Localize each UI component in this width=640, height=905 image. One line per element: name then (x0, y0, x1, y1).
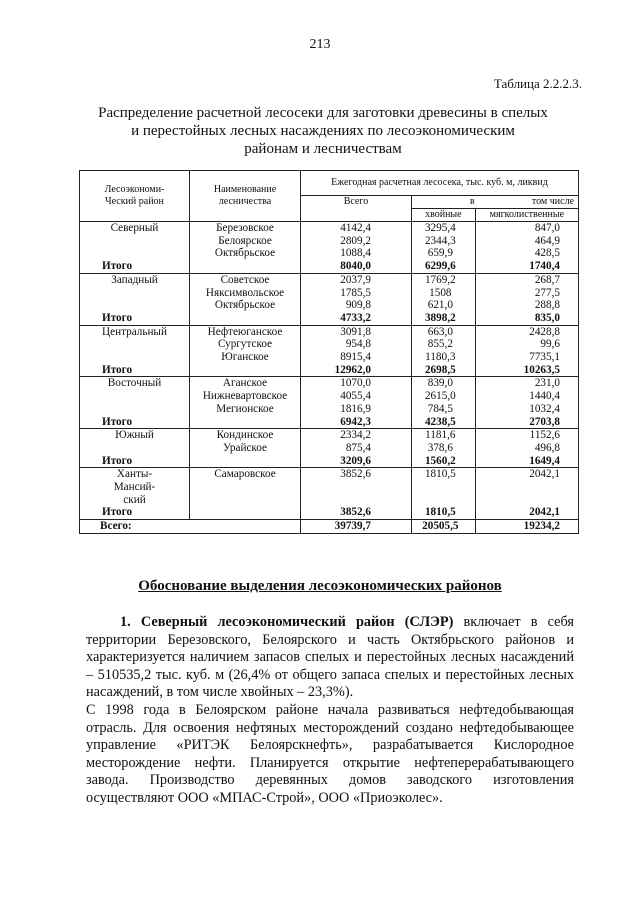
spacer (84, 235, 185, 248)
header-forestry-line: Наименование (213, 184, 277, 195)
grand-total-total: 39739,7 (301, 520, 412, 534)
forestry-name: Нижневартовское (202, 390, 288, 403)
value-total: 909,8 (345, 299, 371, 312)
subtotal-deciduous: 1740,4 (529, 260, 560, 273)
header-including-v: в (470, 196, 475, 207)
subtotal-coniferous: 2698,5 (424, 363, 456, 376)
value-deciduous: 288,8 (534, 299, 560, 312)
value-total: 1816,9 (340, 402, 371, 415)
forestry-name: Октябрьское (214, 299, 276, 312)
value-total: 2334,2 (340, 429, 371, 442)
grand-total-label: Всего: (80, 520, 301, 534)
region-name-cell (80, 468, 190, 520)
header-annual: Ежегодная расчетная лесосека, тыс. куб. м, ликвид (301, 171, 579, 196)
region-name-cell (80, 377, 190, 429)
table-label: Таблица 2.2.2.3. (493, 76, 582, 91)
header-including (412, 196, 579, 209)
region-row (80, 273, 579, 325)
region-total-label: Итого (102, 260, 133, 273)
value-total: 2037,9 (340, 273, 371, 286)
region-total-label: Итого (102, 363, 133, 376)
value-total: 1070,0 (340, 377, 371, 390)
region-row (80, 325, 579, 377)
value-total: 4055,4 (340, 390, 371, 403)
value-total: 1088,4 (340, 247, 371, 260)
value-coniferous: 663,0 (427, 325, 453, 338)
value-coniferous: 784,5 (427, 402, 453, 415)
value-coniferous: 1810,5 (424, 468, 456, 481)
subtotal-coniferous: 1560,2 (424, 454, 456, 467)
forestry-name: Аганское (222, 377, 268, 390)
subtotal-deciduous: 2042,1 (529, 506, 560, 519)
forestry-name: Октябрьское (214, 247, 276, 260)
title-line: Распределение расчетной лесосеки для заготовки древесины в спелых (98, 105, 548, 121)
spacer (480, 481, 560, 494)
forestry-name: Нефтеюганское (207, 325, 283, 338)
spacer (305, 481, 371, 494)
spacer (194, 494, 296, 507)
cell-total (301, 468, 412, 520)
subtotal-total: 8040,0 (340, 260, 371, 273)
subtotal-coniferous: 1810,5 (424, 506, 456, 519)
forestry-names-cell (190, 429, 301, 468)
forestry-name: Урайское (222, 441, 267, 454)
spacer (84, 247, 185, 260)
region-name: Восточный (107, 377, 162, 390)
region-total-label: Итого (102, 311, 133, 324)
subtotal-deciduous: 10263,5 (523, 363, 560, 376)
value-coniferous: 1508 (429, 286, 452, 299)
cell-coniferous (412, 222, 476, 274)
header-region-line: Лесоэкономи- (104, 184, 165, 195)
subtotal-total: 3852,6 (340, 506, 371, 519)
value-deciduous: 7735,1 (529, 351, 560, 364)
forestry-names-cell (190, 377, 301, 429)
value-coniferous: 839,0 (427, 377, 453, 390)
subtotal-coniferous: 3898,2 (424, 311, 456, 324)
forestry-names-cell (190, 273, 301, 325)
forestry-name: Мегионское (216, 402, 274, 415)
value-deciduous: 1152,6 (529, 429, 560, 442)
value-total: 3852,6 (340, 468, 371, 481)
value-coniferous: 1181,6 (425, 429, 456, 442)
subtotal-total: 6942,3 (340, 415, 371, 428)
section-heading (0, 578, 640, 595)
value-deciduous: 1032,4 (529, 402, 560, 415)
spacer (416, 481, 465, 494)
value-deciduous: 847,0 (534, 222, 560, 234)
paragraph-1-text: включает в себя территории Березовского, Белоярского и часть Октябрьского районов и характеризуется наличием запасов спелых и перестойных лесных насаждений – 510535,2 тыс. куб. м (26,4% от общего запаса спелых и перестойных лесных насаждений, в том числе хвойных – 23,3%). (86, 614, 574, 701)
spacer (84, 287, 185, 300)
region-name-cell (80, 222, 190, 274)
value-deciduous: 1440,4 (529, 390, 560, 403)
region-name-cell (80, 325, 190, 377)
header-including-rest: том числе (531, 196, 574, 207)
value-total: 2809,2 (340, 234, 371, 247)
value-coniferous: 659,9 (427, 247, 453, 260)
region-row (80, 429, 579, 468)
value-coniferous: 855,2 (427, 338, 453, 351)
value-deciduous: 496,8 (534, 441, 560, 454)
spacer (84, 390, 185, 403)
header-deciduous: мягколиственные (475, 209, 578, 222)
cell-deciduous (475, 325, 578, 377)
value-coniferous: 1769,2 (424, 273, 456, 286)
forestry-name: Березовское (216, 222, 274, 234)
header-forestry-line: лесничества (218, 196, 272, 207)
region-name: Западный (111, 273, 158, 286)
spacer (194, 481, 296, 494)
value-coniferous: 1180,3 (425, 351, 456, 364)
cell-deciduous (475, 429, 578, 468)
subtotal-deciduous: 2703,8 (529, 415, 560, 428)
forestry-name: Самаровское (214, 468, 276, 481)
value-coniferous: 378,6 (427, 441, 453, 454)
forestry-name: Юганское (221, 351, 269, 364)
spacer (84, 442, 185, 455)
body-text (86, 614, 574, 808)
cell-coniferous (412, 377, 476, 429)
forestry-name: Кондинское (216, 429, 274, 442)
value-total: 1785,5 (340, 286, 371, 299)
spacer (305, 494, 371, 507)
value-total: 3091,8 (340, 325, 371, 338)
cell-total (301, 377, 412, 429)
subtotal-total: 12962,0 (334, 363, 371, 376)
value-deciduous: 2042,1 (529, 468, 560, 481)
value-coniferous: 2615,0 (424, 390, 456, 403)
region-name: Южный (115, 429, 154, 442)
subtotal-deciduous: 1649,4 (529, 454, 560, 467)
header-region (80, 171, 190, 222)
header-coniferous: хвойные (412, 209, 476, 222)
value-deciduous: 231,0 (534, 377, 560, 390)
header-region-line: Ческий район (105, 196, 164, 207)
value-total: 4142,4 (340, 222, 371, 234)
region-total-label: Итого (102, 454, 133, 467)
spacer (84, 403, 185, 416)
grand-total-deciduous: 19234,2 (475, 520, 578, 534)
header-forestry (190, 171, 301, 222)
value-coniferous: 621,0 (427, 299, 453, 312)
region-row (80, 222, 579, 274)
paragraph-2: С 1998 года в Белоярском районе начала развиваться нефтедобывающая отрасль. Для освоения нефтяных месторождений создано нефтедобывающее управление «РИТЭК Белоярскнефть», разрабатывается Кислородное месторождение нефти. Планируется открытие нефтеперерабатывающего завода. Производство деревянных домов заводского изготовления осуществляют ООО «МПАС-Строй», ООО «Приоэколес». (86, 701, 574, 806)
cell-deciduous (475, 273, 578, 325)
forestry-name: Няксимвольское (205, 286, 285, 299)
cell-coniferous (412, 429, 476, 468)
spacer (480, 494, 560, 507)
value-deciduous: 464,9 (534, 234, 560, 247)
forest-cutting-table (79, 170, 579, 534)
value-deciduous: 2428,8 (529, 325, 560, 338)
value-deciduous: 428,5 (534, 247, 560, 260)
grand-total-coniferous: 20505,5 (412, 520, 476, 534)
spacer (416, 494, 465, 507)
region-row (80, 377, 579, 429)
value-total: 954,8 (345, 338, 371, 351)
cell-total (301, 222, 412, 274)
value-coniferous: 2344,3 (424, 234, 456, 247)
region-name-cell (80, 429, 190, 468)
value-total: 8915,4 (340, 351, 371, 364)
cell-total (301, 429, 412, 468)
forestry-names-cell (190, 468, 301, 520)
value-total: 875,4 (345, 441, 371, 454)
title-line: районам и лесничествам (244, 141, 402, 157)
cell-total (301, 325, 412, 377)
spacer (84, 299, 185, 312)
value-deciduous: 268,7 (534, 273, 560, 286)
spacer (84, 338, 185, 351)
value-deciduous: 277,5 (534, 286, 560, 299)
region-total-label: Итого (102, 506, 133, 519)
region-name: Центральный (102, 325, 167, 338)
grand-total-row (80, 520, 579, 534)
subtotal-deciduous: 835,0 (534, 311, 560, 324)
region-name-cell (80, 273, 190, 325)
forestry-names-cell (190, 222, 301, 274)
cell-coniferous (412, 468, 476, 520)
subtotal-coniferous: 6299,6 (424, 260, 456, 273)
forestry-name: Советское (220, 273, 270, 286)
region-row (80, 468, 579, 520)
paragraph-1 (86, 614, 574, 702)
region-name: Северный (110, 222, 159, 234)
section-heading-text: Обоснование выделения лесоэкономических районов (138, 578, 502, 594)
page-number: 213 (309, 37, 331, 52)
cell-deciduous (475, 468, 578, 520)
region-name: Ханты- (116, 468, 153, 481)
forestry-name: Сургутское (217, 338, 273, 351)
region-total-label: Итого (102, 415, 133, 428)
subtotal-total: 4733,2 (340, 311, 371, 324)
value-deciduous: 99,6 (540, 338, 560, 351)
cell-coniferous (412, 325, 476, 377)
region-name: Мансий- (113, 481, 156, 494)
region-name: ский (123, 493, 146, 506)
forestry-name: Белоярское (218, 234, 272, 247)
subtotal-coniferous: 4238,5 (424, 415, 456, 428)
cell-deciduous (475, 377, 578, 429)
value-coniferous: 3295,4 (424, 222, 456, 234)
spacer (84, 351, 185, 364)
header-total: Всего (301, 196, 412, 222)
cell-total (301, 273, 412, 325)
subtotal-total: 3209,6 (340, 454, 371, 467)
cell-deciduous (475, 222, 578, 274)
cell-coniferous (412, 273, 476, 325)
table-title (95, 104, 551, 158)
paragraph-1-bold: 1. Северный лесоэкономический район (СЛЭР) (120, 614, 454, 630)
forestry-names-cell (190, 325, 301, 377)
title-line: и перестойных лесных насаждениях по лесоэкономическим (131, 123, 515, 139)
